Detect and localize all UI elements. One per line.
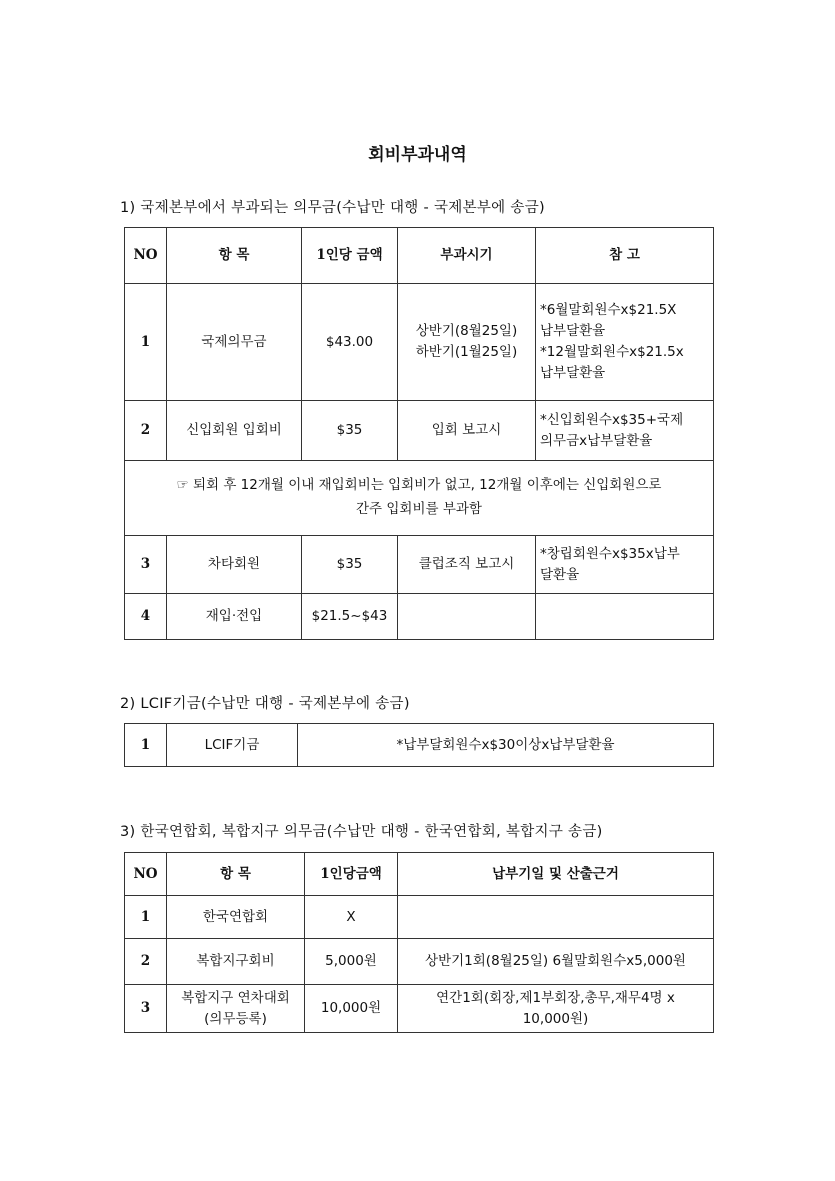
section1-heading: 1) 국제본부에서 부과되는 의무금(수납만 대행 - 국제본부에 송금) xyxy=(120,200,545,216)
item-line: (의무등록) xyxy=(204,1010,267,1027)
basis-line: 10,000원) xyxy=(522,1010,589,1027)
table-row xyxy=(125,594,714,640)
international-dues-table xyxy=(124,227,714,640)
header-amount: 1인당금액 xyxy=(305,853,398,896)
header-item: 항 목 xyxy=(167,853,305,896)
row-basis: 상반기1회(8월25일) 6월말회원수x5,000원 xyxy=(398,939,714,985)
note-line: *창립회원수x$35x납부 xyxy=(540,545,680,562)
table-row xyxy=(125,401,714,461)
row-item: 한국연합회 xyxy=(167,896,305,939)
row-amount: 10,000원 xyxy=(305,985,398,1033)
remark-line: ☞ 퇴회 후 12개월 이내 재입회비는 입회비가 없고, 12개월 이후에는 신입회원으로 xyxy=(176,477,662,494)
table-row xyxy=(125,896,714,939)
row-basis xyxy=(398,896,714,939)
header-timing: 부과시기 xyxy=(398,228,536,284)
row-item: LCIF기금 xyxy=(167,724,298,767)
section3-heading: 3) 한국연합회, 복합지구 의무금(수납만 대행 - 한국연합회, 복합지구 송금) xyxy=(120,824,603,840)
item-line: 복합지구 연차대회 xyxy=(181,989,290,1006)
row-amount: $35 xyxy=(302,536,398,594)
row-timing: 클럽조직 보고시 xyxy=(398,536,536,594)
table-row xyxy=(125,985,714,1033)
row-no: 2 xyxy=(125,939,167,985)
timing-line: 상반기(8월25일) xyxy=(415,323,518,340)
header-no: NO xyxy=(125,853,167,896)
note-line: *신입회원수x$35+국제 xyxy=(540,411,684,428)
remark-cell xyxy=(125,461,714,536)
note-line: 의무금x납부달환율 xyxy=(540,432,653,449)
row-no: 3 xyxy=(125,536,167,594)
row-no: 3 xyxy=(125,985,167,1033)
header-no: NO xyxy=(125,228,167,284)
section2-heading: 2) LCIF기금(수납만 대행 - 국제본부에 송금) xyxy=(120,696,410,712)
row-amount: 5,000원 xyxy=(305,939,398,985)
row-amount: X xyxy=(305,896,398,939)
note-line: *12월말회원수x$21.5x xyxy=(540,344,684,360)
note-line: *6월말회원수x$21.5X xyxy=(540,302,677,319)
row-basis xyxy=(398,985,714,1033)
row-timing xyxy=(398,594,536,640)
table-row xyxy=(125,284,714,401)
table-header-row xyxy=(125,853,714,896)
header-note: 참 고 xyxy=(536,228,714,284)
row-amount: $43.00 xyxy=(302,284,398,401)
row-item: 차타회원 xyxy=(167,536,302,594)
row-no: 4 xyxy=(125,594,167,640)
row-note: *납부달회원수x$30이상x납부달환율 xyxy=(298,724,714,767)
table-row xyxy=(125,536,714,594)
row-item: 재입·전입 xyxy=(167,594,302,640)
row-item: 신입회원 입회비 xyxy=(167,401,302,461)
remark-line: 간주 입회비를 부과함 xyxy=(356,501,482,517)
page-title: 회비부과내역 xyxy=(368,145,467,165)
row-item: 국제의무금 xyxy=(167,284,302,401)
header-basis: 납부기일 및 산출근거 xyxy=(398,853,714,896)
row-amount: $21.5~$43 xyxy=(302,594,398,640)
row-amount: $35 xyxy=(302,401,398,461)
row-note xyxy=(536,536,714,594)
row-no: 1 xyxy=(125,724,167,767)
row-item xyxy=(167,985,305,1033)
row-note xyxy=(536,284,714,401)
row-timing: 입회 보고시 xyxy=(398,401,536,461)
note-line: 납부달환율 xyxy=(540,364,606,381)
note-line: 납부달환율 xyxy=(540,323,606,340)
basis-line: 연간1회(회장,제1부회장,총무,재무4명 x xyxy=(436,989,675,1006)
header-amount: 1인당 금액 xyxy=(302,228,398,284)
row-no: 1 xyxy=(125,896,167,939)
row-no: 1 xyxy=(125,284,167,401)
korea-dues-table xyxy=(124,852,714,1033)
row-no: 2 xyxy=(125,401,167,461)
lcif-table xyxy=(124,723,714,767)
note-line: 달환율 xyxy=(540,566,580,583)
header-item: 항 목 xyxy=(167,228,302,284)
remark-row xyxy=(125,461,714,536)
row-item: 복합지구회비 xyxy=(167,939,305,985)
row-timing xyxy=(398,284,536,401)
timing-line: 하반기(1월25일) xyxy=(415,344,518,360)
table-header-row xyxy=(125,228,714,284)
row-note xyxy=(536,594,714,640)
table-row xyxy=(125,724,714,767)
row-note xyxy=(536,401,714,461)
table-row xyxy=(125,939,714,985)
